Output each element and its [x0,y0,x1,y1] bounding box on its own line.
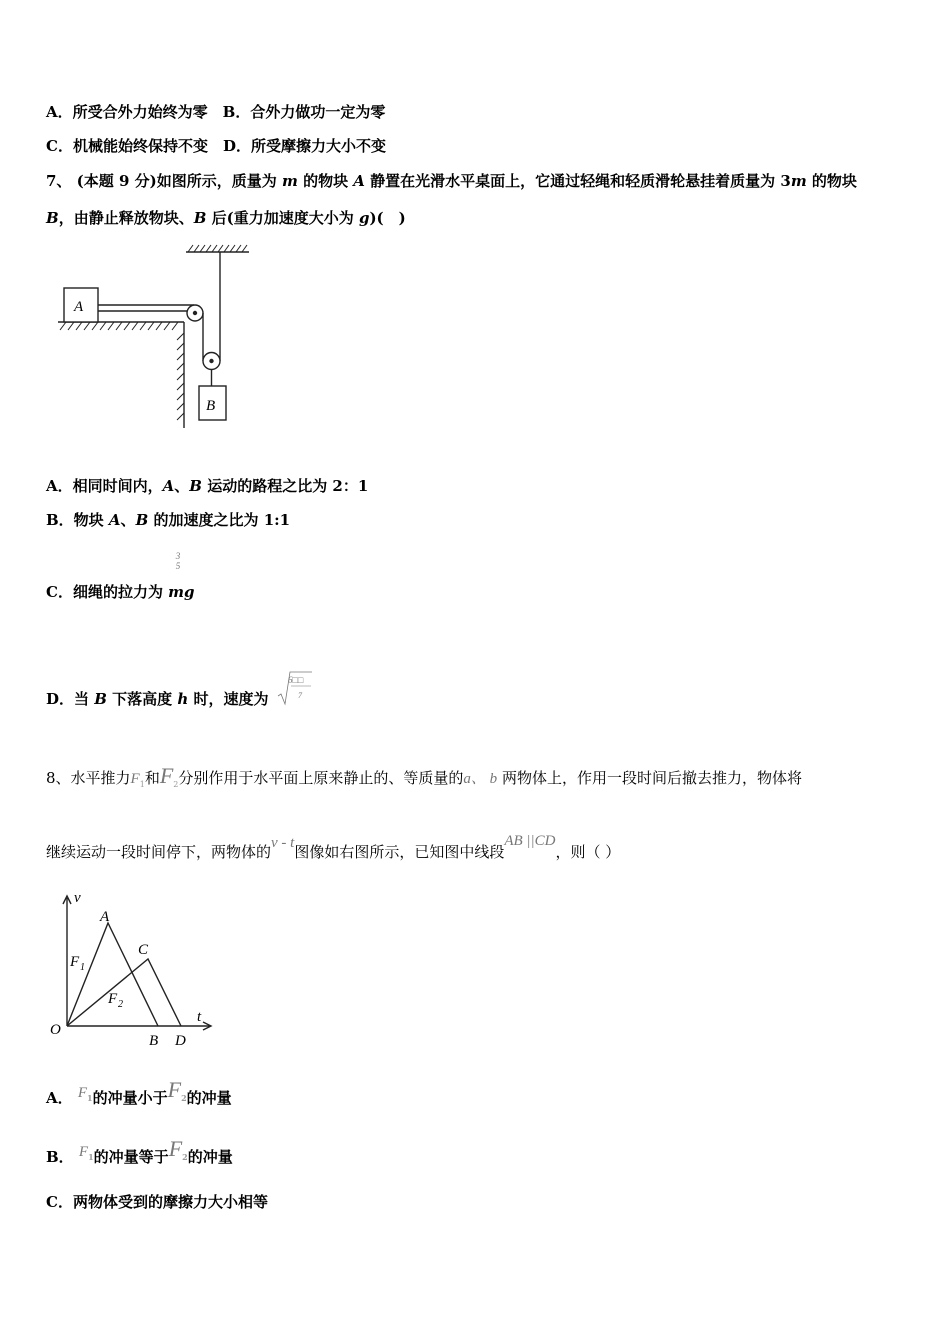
q8-option-c: C．两物体受到的摩擦力大小相等 [46,1193,268,1211]
point-c-label: C [138,942,149,958]
q7-stem-line2: B，由静止释放物块、B 后(重力加速度大小为 g)( ) [46,209,406,227]
q7-stem-line1: 7、 (本题 9 分)如图所示，质量为 m 的物块 A 静置在光滑水平桌面上，它通过轻绳和轻质滑轮悬挂着质量为 3m 的物块 [46,172,857,190]
q8-option-b: B． $F_1$的冲量等于$F_2$的冲量 [46,1136,233,1166]
point-a-label: A [100,909,110,925]
q8-stem-line1: 8、水平推力$F_1$和$F_2$分别作用于水平面上原来静止的、等质量的a、 b 两物体上，作用一段时间后撤去推力，物体将 [46,763,802,789]
q7-block-a-label: A [74,299,84,315]
f1-line [67,923,158,1026]
q8-stem-line2: 继续运动一段时间停下，两物体的v - t图像如右图所示，已知图中线段AB ||CD，则（ ） [46,833,621,861]
f1-label: F [70,954,80,970]
q7-option-d: D．当 B 下落高度 h 时，速度为 [46,690,269,708]
f1-subscript: 1 [80,962,85,973]
point-d-label: D [175,1033,186,1049]
q7-block-b-label: B [206,398,216,414]
q7-option-c: C．细绳的拉力为 mg [46,583,195,601]
f2-subscript: 2 [118,999,123,1010]
t-axis-label: t [197,1009,202,1025]
q6-options-line1: A．所受合外力始终为零 B．合外力做功一定为零 [46,103,386,121]
f2-label: F [108,991,118,1007]
point-b-label: B [149,1033,159,1049]
q7-sqrt-numerator: 6□□ [288,675,304,685]
q7-option-c-fraction: 3 5 [175,551,181,571]
q7-sqrt-denominator: 7 [298,691,302,700]
q6-options-line2: C．机械能始终保持不变 D．所受摩擦力大小不变 [46,137,386,155]
v-axis-label: v [74,890,81,906]
q7-option-a: A．相同时间内，A、B 运动的路程之比为 2：1 [46,477,369,495]
q8-option-a: A． $F_1$的冲量小于$F_2$的冲量 [46,1077,232,1107]
origin-label: O [50,1022,61,1038]
q7-option-b: B．物块 A、B 的加速度之比为 1:1 [46,511,291,529]
